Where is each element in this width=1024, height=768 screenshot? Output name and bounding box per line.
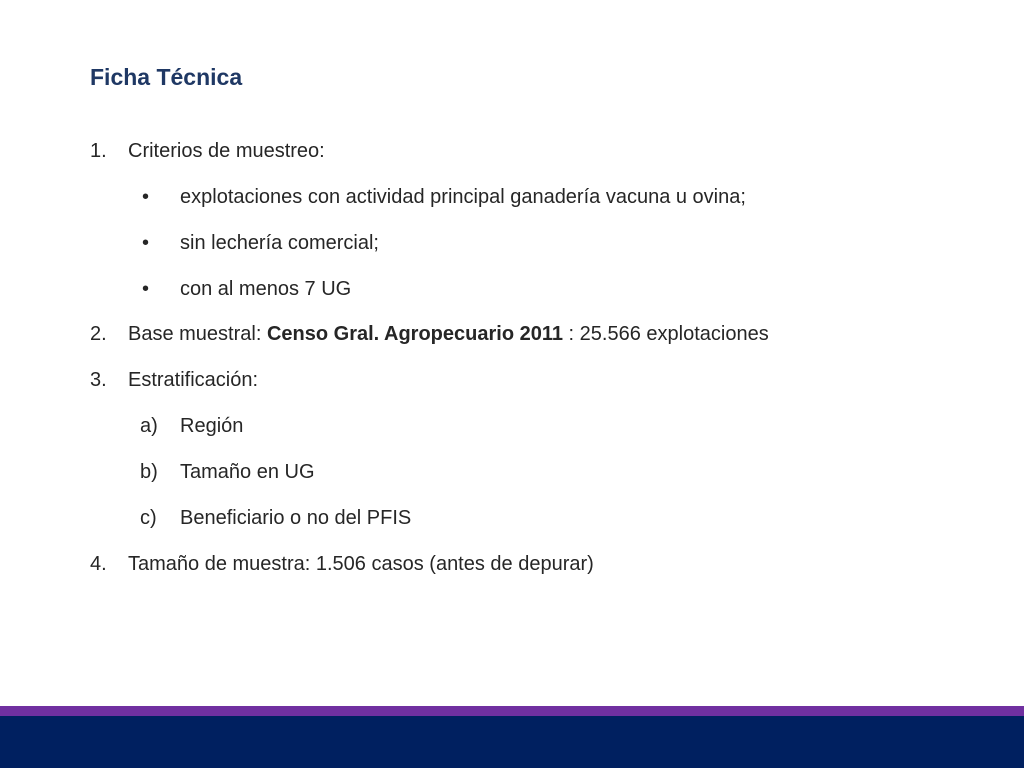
bullet-text: sin lechería comercial; <box>180 232 379 254</box>
footer-band <box>0 716 1024 768</box>
list-item-text: Criterios de muestreo: <box>128 140 325 162</box>
sub-item-marker: a) <box>140 415 158 437</box>
bullet-text: con al menos 7 UG <box>180 278 352 300</box>
list-number: 3. <box>90 369 107 391</box>
bullet-marker: • <box>142 232 150 254</box>
list-number: 4. <box>90 553 107 575</box>
sub-item-text: Tamaño en UG <box>180 461 315 483</box>
sub-item-marker: b) <box>140 461 158 483</box>
census-name: Censo Gral. Agropecuario 2011 <box>266 323 563 345</box>
sub-item-text: Beneficiario o no del PFIS <box>180 507 412 529</box>
footer-accent-stripe <box>0 706 1024 716</box>
sub-item-text: Región <box>180 415 244 437</box>
list-item-text: Tamaño de muestra: 1.506 casos (antes de depurar) <box>128 553 594 575</box>
list-item-prefix: Base muestral: <box>128 323 267 345</box>
bullet-text: explotaciones con actividad principal ganadería vacuna u ovina; <box>180 186 746 208</box>
bullet-marker: • <box>142 186 150 208</box>
list-item-text <box>128 321 769 347</box>
list-item-text: Estratificación: <box>128 369 259 391</box>
list-number: 2. <box>90 323 107 345</box>
list-number: 1. <box>90 140 107 162</box>
list-item-suffix: : 25.566 explotaciones <box>563 323 769 345</box>
slide-title: Ficha Técnica <box>90 64 243 90</box>
sub-item-marker: c) <box>140 507 157 529</box>
bullet-marker: • <box>142 278 150 300</box>
